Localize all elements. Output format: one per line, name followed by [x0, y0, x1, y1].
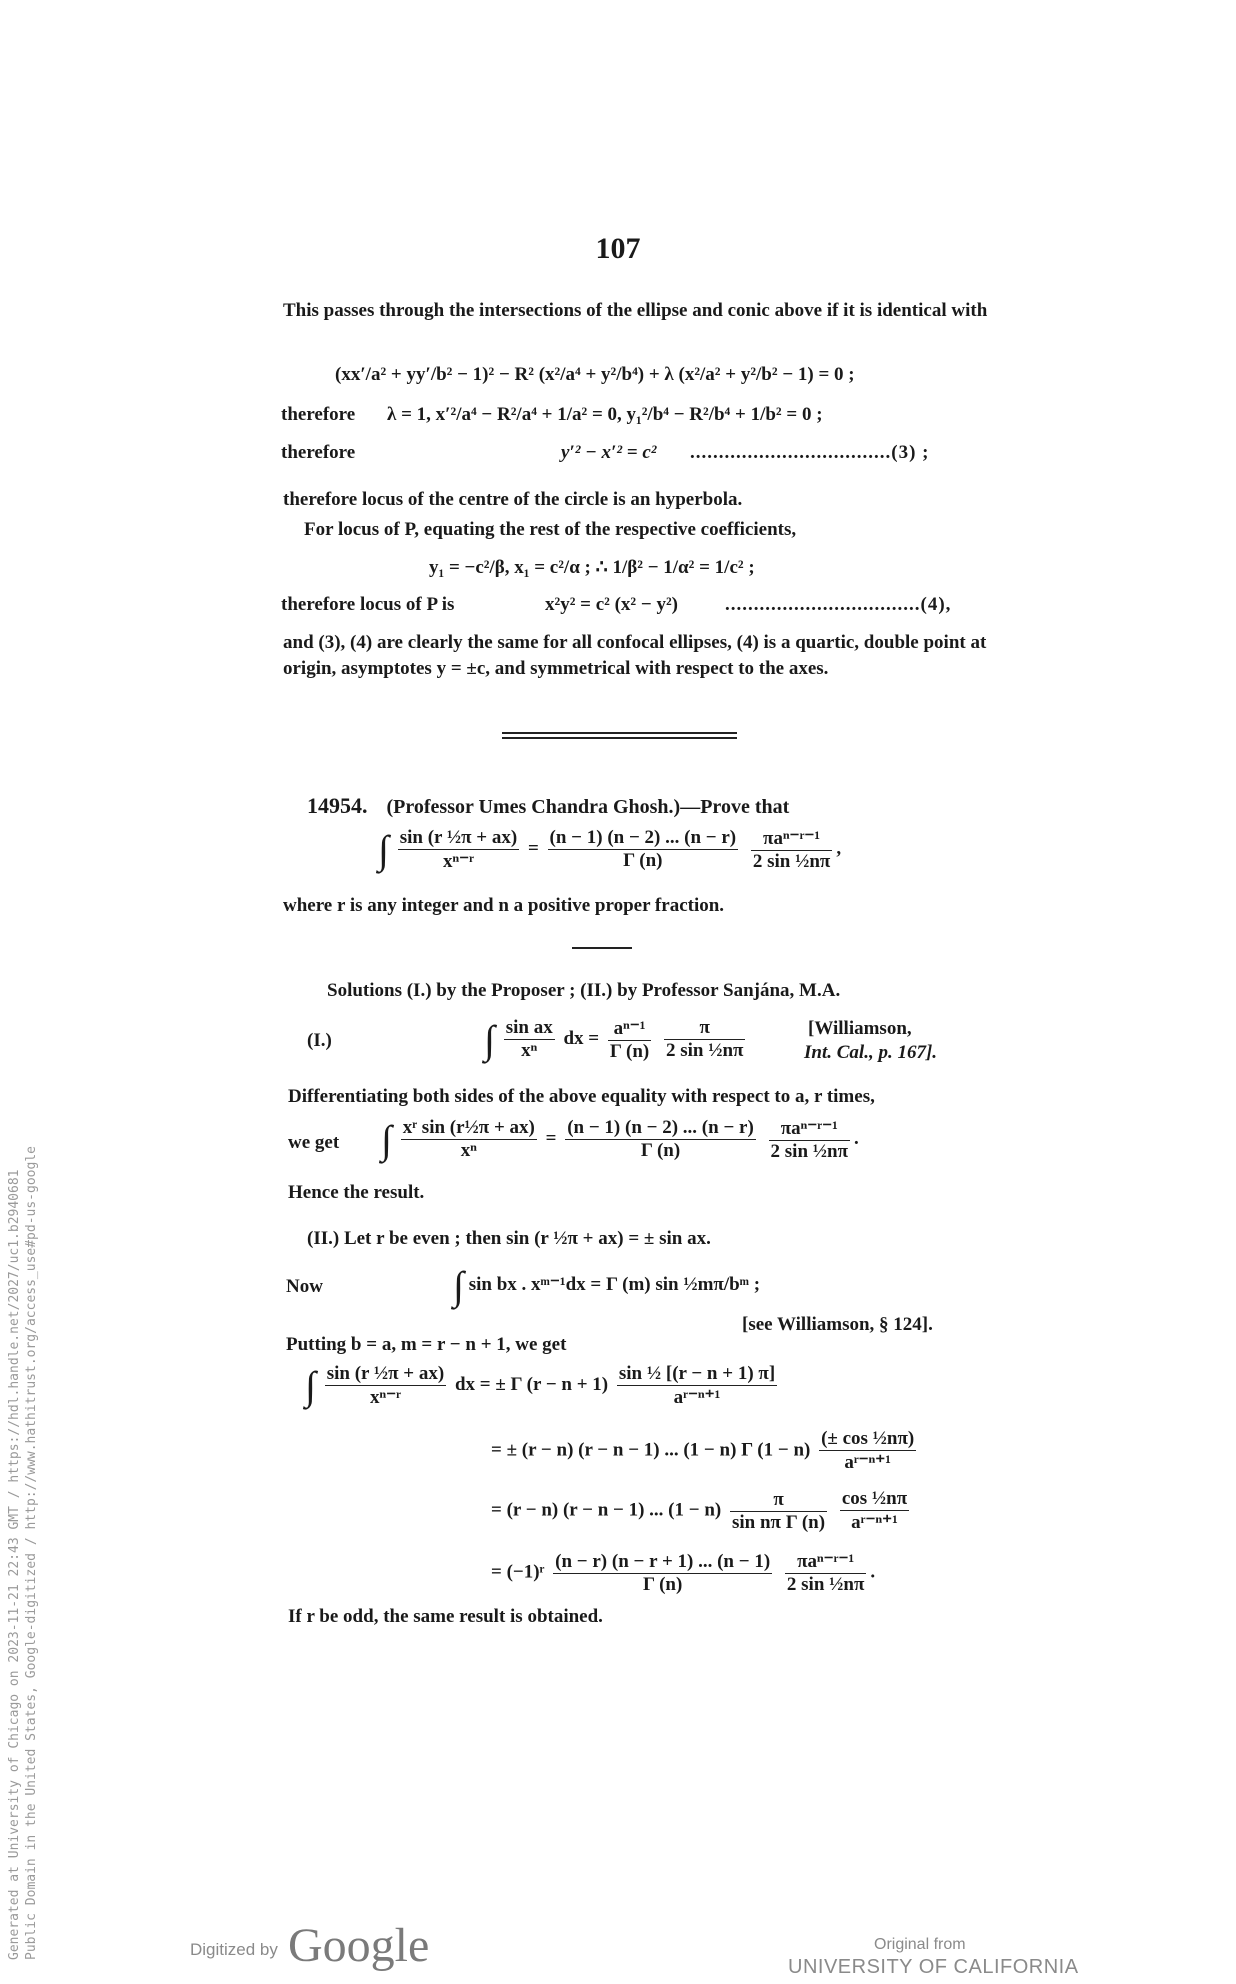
putting-line: Putting b = a, m = r − n + 1, we get — [286, 1334, 567, 1355]
paragraph-locus-p: For locus of P, equating the rest of the respective coefficients, — [304, 519, 797, 540]
problem-number: 14954. — [307, 793, 368, 818]
williamson-equation: ∫ $\frac{\text{sin ax}}{\text{xⁿ}}$ dx = $\frac{\text{aⁿ⁻¹}}{\Gamma (n)}$ $\frac{\pi}{\text{2 sin ½nπ}}$ — [484, 1017, 744, 1062]
fraction: $\frac{\pi}{\text{sin nπ Γ (n)}}$ — [731, 1488, 826, 1533]
fraction: $\frac{\text{(± cos ½nπ)}}{\text{aʳ⁻ⁿ⁺¹}}$ — [821, 1428, 915, 1473]
hence-text: Hence the result. — [288, 1182, 425, 1203]
section-divider — [502, 732, 737, 734]
integral-sign: ∫ — [453, 1263, 464, 1308]
fraction: $\frac{\text{sin ax}}{\text{xⁿ}}$ — [505, 1017, 553, 1061]
fraction: $\frac{\text{sin ½ [(r − n + 1) π]}}{\text{aʳ⁻ⁿ⁺¹}}$ — [618, 1362, 776, 1408]
final-line-4: = (−1)ʳ $\frac{(n - r) (n - r + 1) ... (n - 1)}{\Gamma (n)}$ $\frac{\text{πaⁿ⁻ʳ⁻¹}}{\text{2 sin ½nπ}}$ . — [491, 1550, 876, 1595]
reference-int-cal: Int. Cal., p. 167]. — [804, 1042, 938, 1063]
problem-author: (Professor Umes Chandra Ghosh.)—Prove that — [386, 796, 790, 818]
differentiated-equation: ∫ $\frac{\text{xʳ sin (r½π + ax)}}{\text{xⁿ}}$ = $\frac{(n - 1) (n - 2) ... (n - r)}{\Gamma (n)}$ $\frac{\text{πaⁿ⁻ʳ⁻¹}}{\text{2 sin ½nπ}}$ . — [381, 1117, 859, 1162]
reference-section: [see Williamson, § 124]. — [742, 1314, 933, 1335]
fraction: $\frac{\text{sin (r ½π + ax)}}{\text{xⁿ⁻ʳ}}$ — [399, 826, 518, 872]
equation-label: therefore — [281, 442, 356, 463]
page-number: 107 — [595, 232, 641, 265]
equation-label: therefore — [281, 404, 356, 425]
fraction: $\frac{\text{xʳ sin (r½π + ax)}}{\text{xⁿ}}$ — [402, 1117, 535, 1161]
equation-lambda: λ = 1, x′²/a⁴ − R²/a⁴ + 1/a² = 0, y₁²/b⁴ − R²/b⁴ + 1/b² = 0 ; — [387, 404, 823, 425]
original-from-text: Original from — [874, 1936, 966, 1953]
equation-coefficients: y₁ = −c²/β, x₁ = c²/α ; ∴ 1/β² − 1/α² = 1/c² ; — [429, 557, 755, 578]
gamma-equation: ∫ sin bx . xᵐ⁻¹dx = Γ (m) sin ½mπ/bᵐ ; — [453, 1263, 761, 1308]
problem-note: where r is any integer and n a positive proper fraction. — [283, 895, 725, 916]
fraction: $\frac{(n - 1) (n - 2) ... (n - r)}{\Gamma (n)}$ — [567, 1117, 754, 1161]
equation-conic: (xx′/a² + yy′/b² − 1)² − R² (x²/a⁴ + y²/b⁴) + λ (x²/a² + y²/b² − 1) = 0 ; — [335, 364, 855, 385]
side-watermark: Generated at University of Chicago on 2023-11-21 22:43 GMT / https://hdl.handle.net/2027/uc1.b2940681 Public Domain in the United States, Google-digitized / http://www.hathitrust.org/access_use#pd-us-google — [7, 1146, 39, 1960]
problem-equation: ∫ $\frac{\text{sin (r ½π + ax)}}{\text{xⁿ⁻ʳ}}$ = $\frac{(n - 1) (n - 2) ... (n - r)}{\Gamma (n)}$ $\frac{\text{πaⁿ⁻ʳ⁻¹}}{\text{2 sin ½nπ}}$ , — [378, 826, 842, 872]
fraction: $\frac{\pi}{\text{2 sin ½nπ}}$ — [665, 1017, 744, 1061]
fraction: $\frac{\text{πaⁿ⁻ʳ⁻¹}}{\text{2 sin ½nπ}}$ — [770, 1117, 848, 1162]
equation-label-locus: therefore locus of P is — [281, 594, 455, 615]
google-logo: Google — [288, 1919, 430, 1972]
solution-label-1: (I.) — [307, 1030, 332, 1051]
paragraph-locus-centre: therefore locus of the centre of the circle is an hyperbola. — [283, 489, 743, 510]
integral-sign: ∫ — [305, 1363, 316, 1408]
fraction: $\frac{(n - 1) (n - 2) ... (n - r)}{\Gamma (n)}$ — [549, 827, 737, 871]
fraction: $\frac{\text{aⁿ⁻¹}}{\Gamma (n)}$ — [609, 1017, 650, 1062]
equation-tag-4: ..................................(4), — [725, 594, 952, 615]
equation-quartic: x²y² = c² (x² − y²) — [545, 594, 678, 615]
final-line-1: ∫ $\frac{\text{sin (r ½π + ax)}}{\text{xⁿ⁻ʳ}}$ dx = ± Γ (r − n + 1) $\frac{\text{sin ½ [(r − n + 1) π]}}{\text{aʳ⁻ⁿ⁺¹}}$ — [305, 1362, 776, 1408]
final-line-3: = (r − n) (r − n − 1) ... (1 − n) $\frac{\pi}{\text{sin nπ Γ (n)}}$ $\frac{\text{cos ½nπ}}{\text{aʳ⁻ⁿ⁺¹}}$ — [491, 1488, 908, 1533]
equation-tag-3: ...................................(3) ; — [690, 442, 930, 463]
we-get-label: we get — [288, 1132, 340, 1153]
paragraph-intersections: This passes through the intersections of the ellipse and conic above if it is identical with — [283, 300, 988, 321]
reference-williamson: [Williamson, — [808, 1018, 912, 1039]
fraction: $\frac{(n - r) (n - r + 1) ... (n - 1)}{\Gamma (n)}$ — [555, 1550, 771, 1595]
integral-sign: ∫ — [378, 827, 389, 872]
problem-heading — [307, 793, 789, 819]
now-label: Now — [286, 1276, 323, 1297]
paragraph-confocal: and (3), (4) are clearly the same for all confocal ellipses, (4) is a quartic, double point at origin, asymptotes y = ±c, and symmetrical with respect to the axes. — [283, 632, 987, 679]
fraction: $\frac{\text{cos ½nπ}}{\text{aʳ⁻ⁿ⁺¹}}$ — [841, 1488, 908, 1533]
fraction: $\frac{\text{πaⁿ⁻ʳ⁻¹}}{\text{2 sin ½nπ}}$ — [752, 827, 831, 872]
equation-hyperbola: y′² − x′² = c² — [561, 442, 657, 463]
solution-2-line: (II.) Let r be even ; then sin (r ½π + ax) = ± sin ax. — [307, 1228, 711, 1249]
fraction: $\frac{\text{sin (r ½π + ax)}}{\text{xⁿ⁻ʳ}}$ — [326, 1362, 445, 1408]
digitized-by-text: Digitized by — [190, 1940, 278, 1959]
odd-case-text: If r be odd, the same result is obtained. — [288, 1606, 603, 1627]
integral-sign: ∫ — [484, 1017, 495, 1062]
solutions-heading: Solutions (I.) by the Proposer ; (II.) by Professor Sanjána, M.A. — [327, 980, 841, 1001]
short-divider — [572, 947, 632, 949]
paragraph-differentiating: Differentiating both sides of the above equality with respect to a, r times, — [288, 1086, 875, 1107]
university-text: UNIVERSITY OF CALIFORNIA — [788, 1956, 1079, 1978]
final-line-2: = ± (r − n) (r − n − 1) ... (1 − n) Γ (1 − n) $\frac{\text{(± cos ½nπ)}}{\text{aʳ⁻ⁿ⁺¹}}$ — [491, 1428, 915, 1473]
fraction: $\frac{\text{πaⁿ⁻ʳ⁻¹}}{\text{2 sin ½nπ}}$ — [786, 1551, 865, 1595]
integral-sign: ∫ — [381, 1117, 392, 1162]
section-divider — [502, 737, 737, 739]
